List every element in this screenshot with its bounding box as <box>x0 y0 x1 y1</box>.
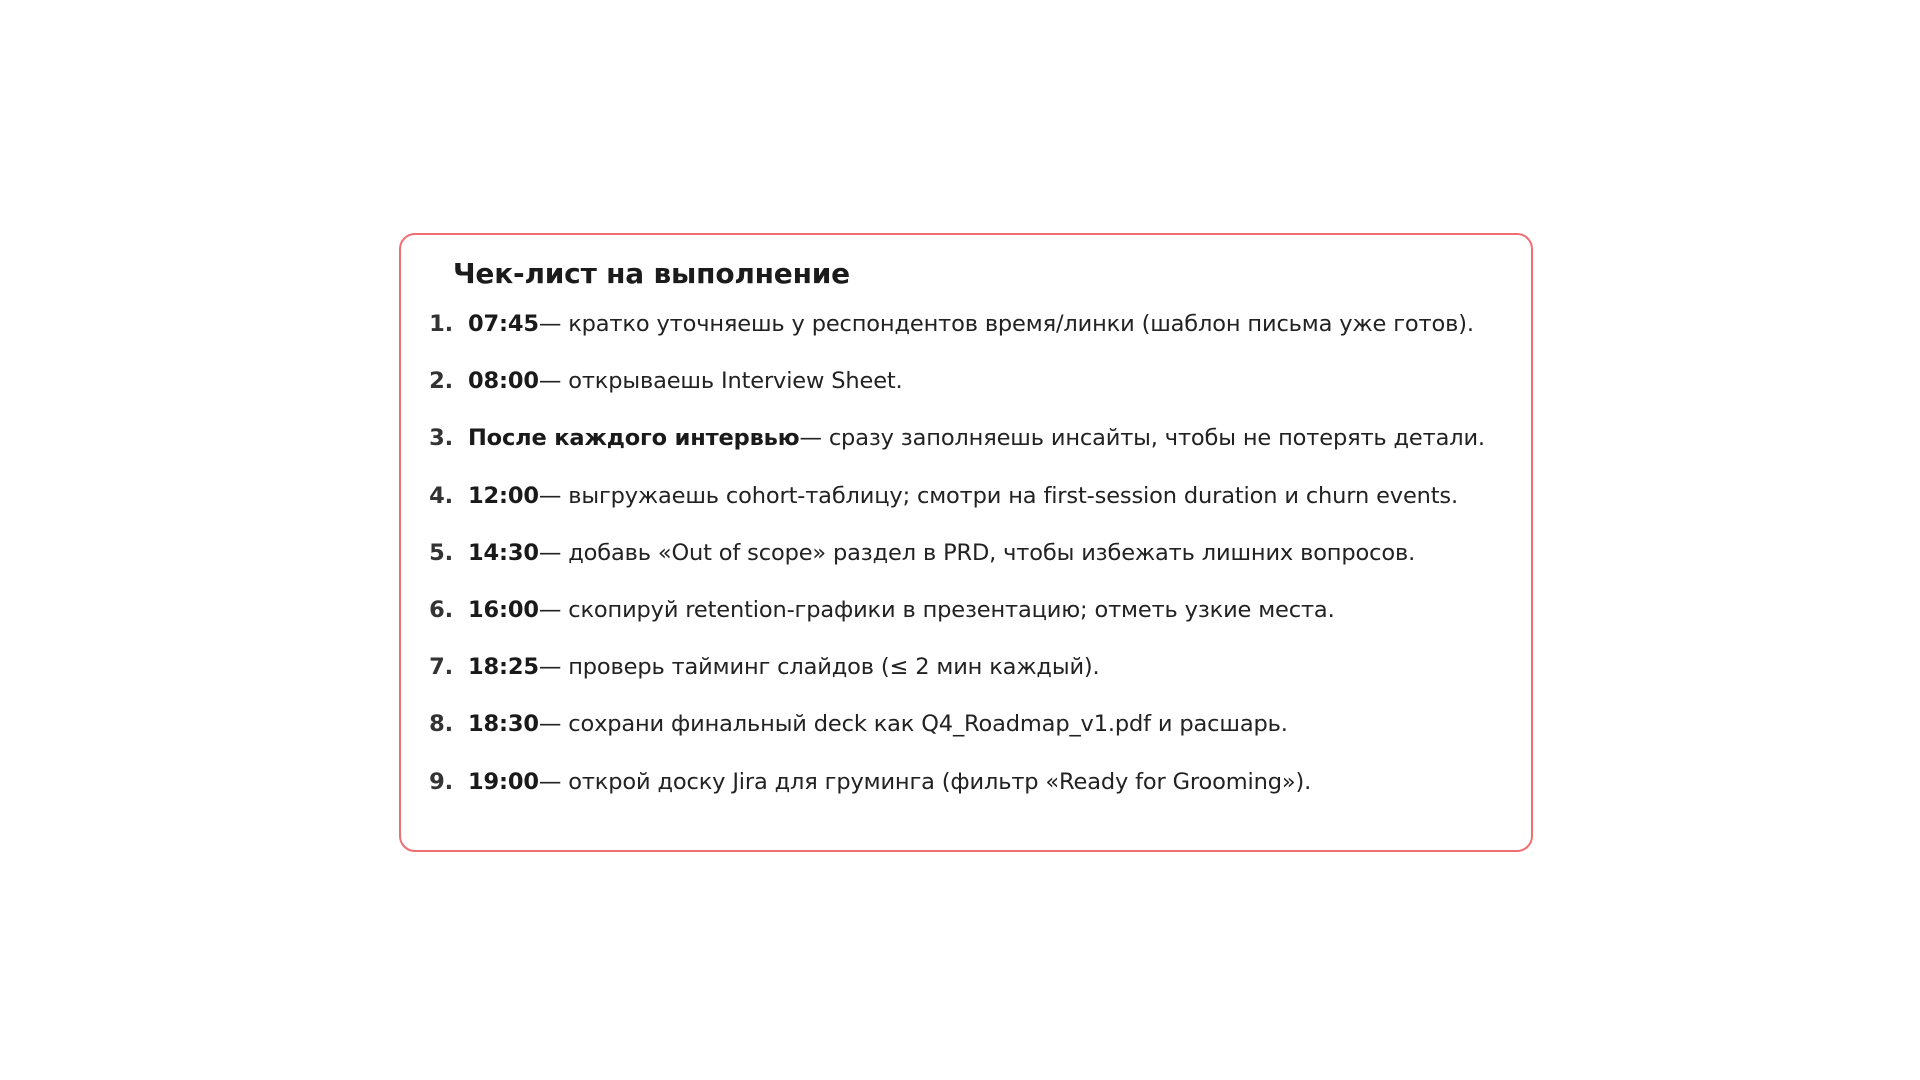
item-time: 19:00 <box>468 768 539 795</box>
item-number: 5. <box>429 539 453 566</box>
item-number: 2. <box>429 368 453 395</box>
item-time: 18:25 <box>468 654 539 681</box>
item-text: — открой доску Jira для груминга (фильтр «Ready for Grooming»). <box>538 768 1312 795</box>
checklist-item <box>401 311 1531 368</box>
item-number: 4. <box>429 482 453 509</box>
checklist-item <box>401 540 1531 597</box>
item-text: — кратко уточняешь у респондентов время/линки (шаблон письма уже готов). <box>538 311 1474 337</box>
item-time: 07:45 <box>468 311 539 337</box>
checklist-card <box>399 233 1533 852</box>
checklist-item <box>401 654 1531 711</box>
item-number: 6. <box>429 596 453 623</box>
item-text: — скопируй retention-графики в презентацию; отметь узкие места. <box>538 596 1335 623</box>
checklist-list <box>401 311 1531 826</box>
item-time: 16:00 <box>468 596 539 623</box>
checklist-item <box>401 769 1531 826</box>
checklist-item <box>401 425 1531 482</box>
item-time: 12:00 <box>468 482 539 509</box>
item-number: 3. <box>429 425 453 452</box>
checklist-item <box>401 597 1531 654</box>
item-number: 9. <box>429 768 453 795</box>
checklist-item <box>401 711 1531 768</box>
item-number: 1. <box>429 311 453 337</box>
item-time: После каждого интервью <box>468 425 800 452</box>
item-text: — открываешь Interview Sheet. <box>538 368 903 395</box>
item-time: 14:30 <box>468 539 539 566</box>
item-time: 18:30 <box>468 711 539 738</box>
item-number: 7. <box>429 654 453 681</box>
checklist-item <box>401 368 1531 425</box>
item-text: — сразу заполняешь инсайты, чтобы не потерять детали. <box>799 425 1485 452</box>
item-text: — выгружаешь cohort-таблицу; смотри на first-session duration и churn events. <box>538 482 1458 509</box>
item-time: 08:00 <box>468 368 539 395</box>
item-text: — проверь тайминг слайдов (≤ 2 мин каждый). <box>538 654 1100 681</box>
checklist-item <box>401 483 1531 540</box>
item-number: 8. <box>429 711 453 738</box>
item-text: — добавь «Out of scope» раздел в PRD, чтобы избежать лишних вопросов. <box>538 539 1416 566</box>
checklist-title: Чек-лист на выполнение <box>453 257 850 290</box>
item-text: — сохрани финальный deck как Q4_Roadmap_v1.pdf и расшарь. <box>538 711 1288 738</box>
